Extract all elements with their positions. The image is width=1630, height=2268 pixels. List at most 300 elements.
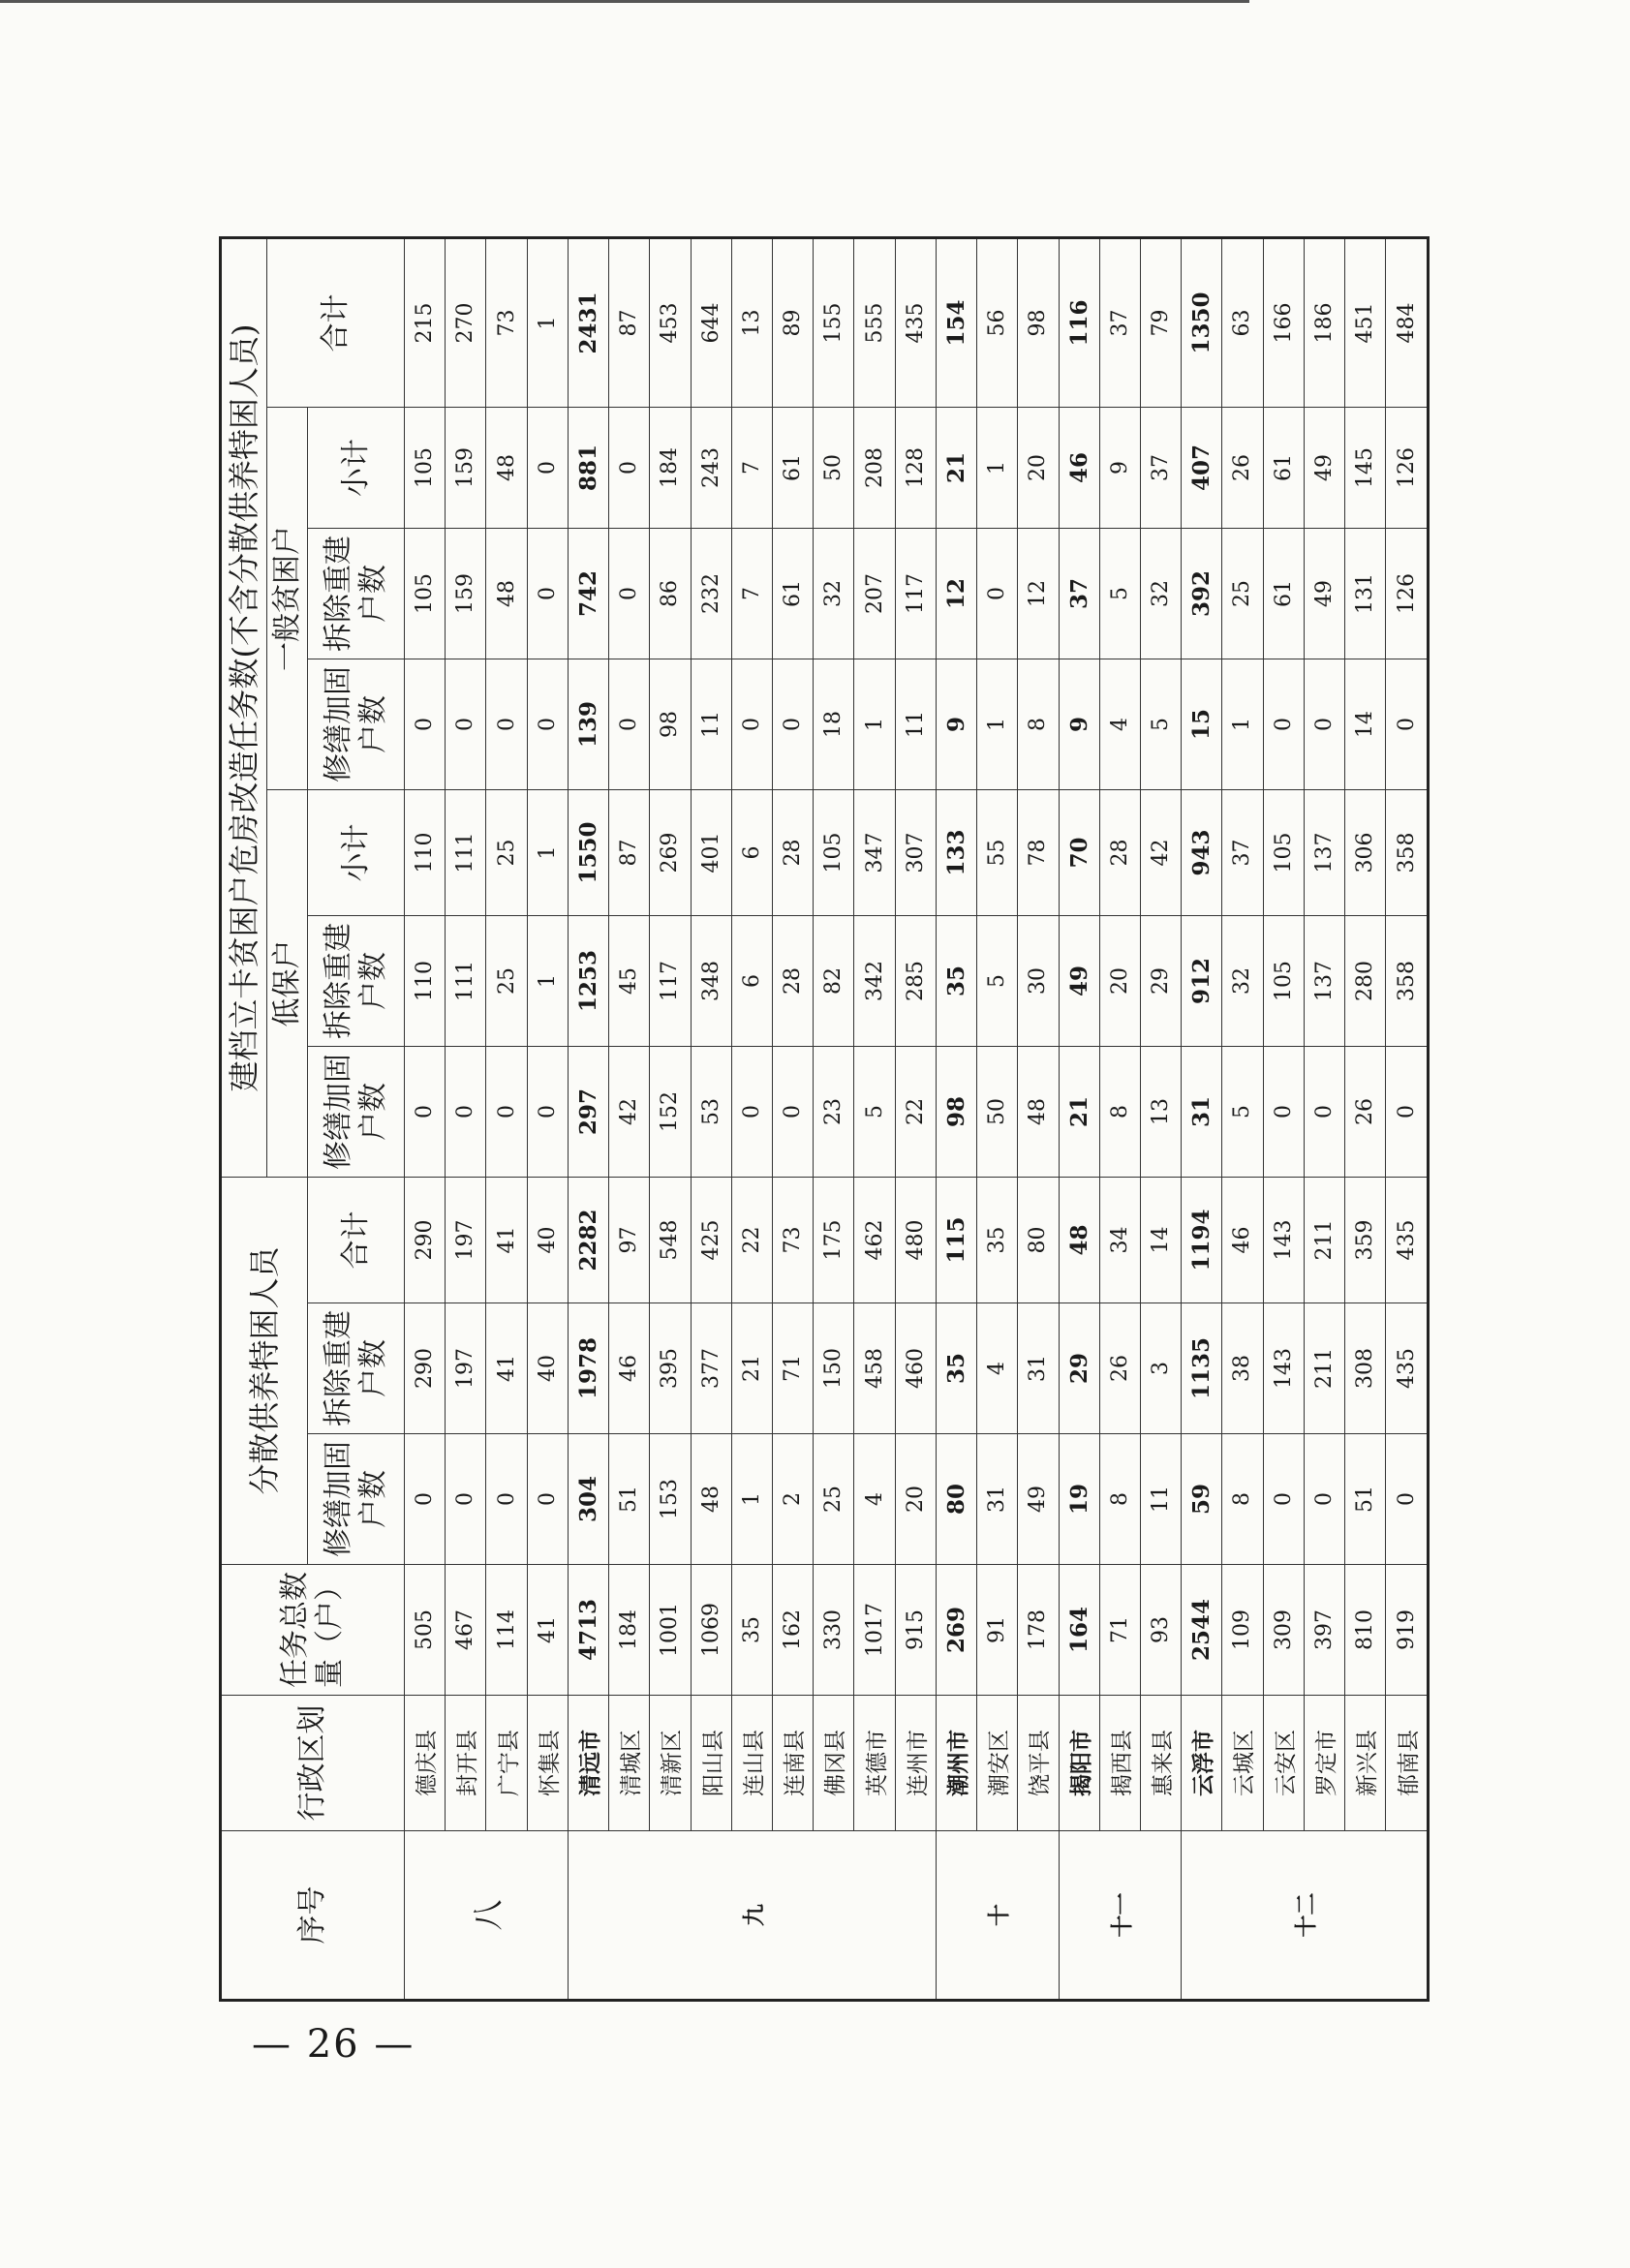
value-cell: 21 bbox=[936, 408, 976, 529]
value-cell: 0 bbox=[446, 1434, 486, 1565]
value-cell: 1194 bbox=[1182, 1178, 1222, 1303]
value-cell: 243 bbox=[691, 408, 731, 529]
value-cell: 460 bbox=[895, 1303, 936, 1434]
value-cell: 269 bbox=[936, 1565, 976, 1696]
value-cell: 0 bbox=[486, 659, 527, 790]
table-row bbox=[1222, 237, 1263, 2000]
header-general-poor: 一般贫困户 bbox=[267, 408, 308, 790]
value-cell: 145 bbox=[1345, 408, 1386, 529]
value-cell: 306 bbox=[1345, 790, 1386, 916]
value-cell: 1 bbox=[527, 916, 568, 1047]
value-cell: 51 bbox=[609, 1434, 650, 1565]
value-cell: 1350 bbox=[1182, 237, 1222, 407]
table-row bbox=[1018, 237, 1059, 2000]
value-cell: 285 bbox=[895, 916, 936, 1047]
value-cell: 555 bbox=[854, 237, 895, 407]
table-row bbox=[691, 237, 731, 2000]
value-cell: 153 bbox=[650, 1434, 691, 1565]
value-cell: 358 bbox=[1386, 790, 1429, 916]
value-cell: 4 bbox=[1099, 659, 1140, 790]
value-cell: 21 bbox=[731, 1303, 772, 1434]
value-cell: 50 bbox=[977, 1047, 1018, 1178]
value-cell: 347 bbox=[854, 790, 895, 916]
region-cell: 揭阳市 bbox=[1059, 1696, 1099, 1831]
value-cell: 117 bbox=[650, 916, 691, 1047]
region-cell: 连州市 bbox=[895, 1696, 936, 1831]
value-cell: 377 bbox=[691, 1303, 731, 1434]
value-cell: 435 bbox=[1386, 1303, 1429, 1434]
value-cell: 31 bbox=[1018, 1303, 1059, 1434]
region-cell: 德庆县 bbox=[405, 1696, 446, 1831]
value-cell: 919 bbox=[1386, 1565, 1429, 1696]
value-cell: 0 bbox=[486, 1047, 527, 1178]
value-cell: 126 bbox=[1386, 529, 1429, 659]
value-cell: 26 bbox=[1099, 1303, 1140, 1434]
value-cell: 137 bbox=[1304, 790, 1344, 916]
value-cell: 11 bbox=[691, 659, 731, 790]
table-row bbox=[405, 237, 446, 2000]
value-cell: 0 bbox=[609, 529, 650, 659]
value-cell: 35 bbox=[977, 1178, 1018, 1303]
table-row bbox=[1099, 237, 1140, 2000]
value-cell: 0 bbox=[1263, 1047, 1304, 1178]
value-cell: 0 bbox=[446, 1047, 486, 1178]
value-cell: 215 bbox=[405, 237, 446, 407]
value-cell: 4 bbox=[854, 1434, 895, 1565]
table-row bbox=[977, 237, 1018, 2000]
value-cell: 32 bbox=[814, 529, 854, 659]
value-cell: 139 bbox=[568, 659, 608, 790]
value-cell: 211 bbox=[1304, 1303, 1344, 1434]
value-cell: 207 bbox=[854, 529, 895, 659]
value-cell: 2544 bbox=[1182, 1565, 1222, 1696]
region-cell: 怀集县 bbox=[527, 1696, 568, 1831]
value-cell: 9 bbox=[936, 659, 976, 790]
table-row bbox=[854, 237, 895, 2000]
value-cell: 5 bbox=[1099, 529, 1140, 659]
value-cell: 5 bbox=[1140, 659, 1181, 790]
region-cell: 云安区 bbox=[1263, 1696, 1304, 1831]
value-cell: 105 bbox=[405, 408, 446, 529]
value-cell: 1 bbox=[1222, 659, 1263, 790]
value-cell: 152 bbox=[650, 1047, 691, 1178]
value-cell: 359 bbox=[1345, 1178, 1386, 1303]
header-group-b: 建档立卡贫困户危房改造任务数(不含分散供养特困人员) bbox=[221, 237, 267, 1177]
value-cell: 40 bbox=[527, 1303, 568, 1434]
value-cell: 20 bbox=[1018, 408, 1059, 529]
value-cell: 105 bbox=[814, 790, 854, 916]
value-cell: 26 bbox=[1345, 1047, 1386, 1178]
value-cell: 548 bbox=[650, 1178, 691, 1303]
table-row bbox=[1263, 237, 1304, 2000]
table-row bbox=[1059, 237, 1099, 2000]
value-cell: 644 bbox=[691, 237, 731, 407]
region-cell: 云浮市 bbox=[1182, 1696, 1222, 1831]
value-cell: 11 bbox=[1140, 1434, 1181, 1565]
value-cell: 32 bbox=[1140, 529, 1181, 659]
value-cell: 358 bbox=[1386, 916, 1429, 1047]
value-cell: 309 bbox=[1263, 1565, 1304, 1696]
value-cell: 28 bbox=[772, 790, 813, 916]
value-cell: 4713 bbox=[568, 1565, 608, 1696]
value-cell: 5 bbox=[977, 916, 1018, 1047]
value-cell: 0 bbox=[446, 659, 486, 790]
seq-cell: 八 bbox=[405, 1831, 569, 2001]
value-cell: 1550 bbox=[568, 790, 608, 916]
value-cell: 330 bbox=[814, 1565, 854, 1696]
value-cell: 162 bbox=[772, 1565, 813, 1696]
value-cell: 425 bbox=[691, 1178, 731, 1303]
value-cell: 18 bbox=[814, 659, 854, 790]
value-cell: 435 bbox=[895, 237, 936, 407]
value-cell: 131 bbox=[1345, 529, 1386, 659]
value-cell: 78 bbox=[1018, 790, 1059, 916]
seq-cell: 九 bbox=[568, 1831, 936, 2001]
table-row bbox=[731, 237, 772, 2000]
value-cell: 37 bbox=[1059, 529, 1099, 659]
value-cell: 208 bbox=[854, 408, 895, 529]
value-cell: 342 bbox=[854, 916, 895, 1047]
region-cell: 阳山县 bbox=[691, 1696, 731, 1831]
value-cell: 0 bbox=[405, 1434, 446, 1565]
value-cell: 0 bbox=[772, 659, 813, 790]
value-cell: 5 bbox=[854, 1047, 895, 1178]
value-cell: 7 bbox=[731, 529, 772, 659]
value-cell: 35 bbox=[936, 1303, 976, 1434]
table-row bbox=[1304, 237, 1344, 2000]
value-cell: 0 bbox=[527, 1047, 568, 1178]
rotated-table-container bbox=[219, 239, 1430, 2002]
value-cell: 915 bbox=[895, 1565, 936, 1696]
value-cell: 0 bbox=[731, 659, 772, 790]
value-cell: 211 bbox=[1304, 1178, 1344, 1303]
value-cell: 3 bbox=[1140, 1303, 1181, 1434]
value-cell: 98 bbox=[936, 1047, 976, 1178]
value-cell: 1 bbox=[977, 408, 1018, 529]
table-row bbox=[1140, 237, 1181, 2000]
header-seq: 序号 bbox=[221, 1831, 405, 2001]
value-cell: 37 bbox=[1099, 237, 1140, 407]
value-cell: 270 bbox=[446, 237, 486, 407]
value-cell: 505 bbox=[405, 1565, 446, 1696]
table-row bbox=[772, 237, 813, 2000]
value-cell: 1 bbox=[527, 237, 568, 407]
value-cell: 0 bbox=[609, 408, 650, 529]
value-cell: 37 bbox=[1140, 408, 1181, 529]
value-cell: 40 bbox=[527, 1178, 568, 1303]
value-cell: 70 bbox=[1059, 790, 1099, 916]
region-cell: 罗定市 bbox=[1304, 1696, 1344, 1831]
value-cell: 14 bbox=[1345, 659, 1386, 790]
value-cell: 51 bbox=[1345, 1434, 1386, 1565]
value-cell: 0 bbox=[527, 529, 568, 659]
value-cell: 20 bbox=[1099, 916, 1140, 1047]
header-dibao-rebuild: 拆除重建户数 bbox=[308, 916, 405, 1047]
page-number: — 26 — bbox=[252, 2022, 415, 2067]
value-cell: 13 bbox=[731, 237, 772, 407]
value-cell: 462 bbox=[854, 1178, 895, 1303]
value-cell: 61 bbox=[1263, 529, 1304, 659]
value-cell: 80 bbox=[936, 1434, 976, 1565]
value-cell: 155 bbox=[814, 237, 854, 407]
table-row bbox=[1386, 237, 1429, 2000]
value-cell: 458 bbox=[854, 1303, 895, 1434]
value-cell: 1978 bbox=[568, 1303, 608, 1434]
value-cell: 111 bbox=[446, 790, 486, 916]
value-cell: 110 bbox=[405, 790, 446, 916]
value-cell: 348 bbox=[691, 916, 731, 1047]
table-header bbox=[221, 237, 405, 2000]
table-body bbox=[405, 237, 1429, 2000]
value-cell: 480 bbox=[895, 1178, 936, 1303]
header-general-subtotal: 小计 bbox=[308, 408, 405, 529]
value-cell: 42 bbox=[1140, 790, 1181, 916]
value-cell: 25 bbox=[814, 1434, 854, 1565]
value-cell: 307 bbox=[895, 790, 936, 916]
value-cell: 89 bbox=[772, 237, 813, 407]
value-cell: 46 bbox=[1059, 408, 1099, 529]
header-dibao-repair: 修缮加固户数 bbox=[308, 1047, 405, 1178]
value-cell: 97 bbox=[609, 1178, 650, 1303]
value-cell: 1001 bbox=[650, 1565, 691, 1696]
value-cell: 126 bbox=[1386, 408, 1429, 529]
value-cell: 0 bbox=[1304, 659, 1344, 790]
value-cell: 184 bbox=[650, 408, 691, 529]
value-cell: 0 bbox=[1304, 1434, 1344, 1565]
table-row bbox=[895, 237, 936, 2000]
value-cell: 484 bbox=[1386, 237, 1429, 407]
value-cell: 12 bbox=[1018, 529, 1059, 659]
value-cell: 110 bbox=[405, 916, 446, 1047]
value-cell: 48 bbox=[1018, 1047, 1059, 1178]
value-cell: 48 bbox=[486, 529, 527, 659]
value-cell: 5 bbox=[1222, 1047, 1263, 1178]
value-cell: 42 bbox=[609, 1047, 650, 1178]
value-cell: 159 bbox=[446, 529, 486, 659]
value-cell: 8 bbox=[1222, 1434, 1263, 1565]
value-cell: 48 bbox=[486, 408, 527, 529]
value-cell: 1253 bbox=[568, 916, 608, 1047]
value-cell: 0 bbox=[731, 1047, 772, 1178]
value-cell: 105 bbox=[405, 529, 446, 659]
value-cell: 1 bbox=[977, 659, 1018, 790]
value-cell: 9 bbox=[1059, 659, 1099, 790]
value-cell: 175 bbox=[814, 1178, 854, 1303]
value-cell: 290 bbox=[405, 1178, 446, 1303]
value-cell: 91 bbox=[977, 1565, 1018, 1696]
value-cell: 943 bbox=[1182, 790, 1222, 916]
value-cell: 31 bbox=[977, 1434, 1018, 1565]
value-cell: 159 bbox=[446, 408, 486, 529]
value-cell: 186 bbox=[1304, 237, 1344, 407]
value-cell: 164 bbox=[1059, 1565, 1099, 1696]
value-cell: 63 bbox=[1222, 237, 1263, 407]
region-cell: 潮安区 bbox=[977, 1696, 1018, 1831]
value-cell: 304 bbox=[568, 1434, 608, 1565]
table-row bbox=[527, 237, 568, 2000]
value-cell: 8 bbox=[1099, 1434, 1140, 1565]
value-cell: 6 bbox=[731, 916, 772, 1047]
value-cell: 29 bbox=[1059, 1303, 1099, 1434]
value-cell: 143 bbox=[1263, 1178, 1304, 1303]
value-cell: 0 bbox=[527, 408, 568, 529]
value-cell: 178 bbox=[1018, 1565, 1059, 1696]
header-a-sum: 合计 bbox=[308, 1178, 405, 1303]
region-cell: 连南县 bbox=[772, 1696, 813, 1831]
value-cell: 32 bbox=[1222, 916, 1263, 1047]
header-dibao: 低保户 bbox=[267, 790, 308, 1178]
value-cell: 29 bbox=[1140, 916, 1181, 1047]
value-cell: 114 bbox=[486, 1565, 527, 1696]
value-cell: 22 bbox=[895, 1047, 936, 1178]
value-cell: 49 bbox=[1304, 408, 1344, 529]
region-cell: 云城区 bbox=[1222, 1696, 1263, 1831]
value-cell: 1135 bbox=[1182, 1303, 1222, 1434]
region-cell: 潮州市 bbox=[936, 1696, 976, 1831]
value-cell: 0 bbox=[486, 1434, 527, 1565]
value-cell: 392 bbox=[1182, 529, 1222, 659]
value-cell: 61 bbox=[772, 408, 813, 529]
value-cell: 87 bbox=[609, 237, 650, 407]
value-cell: 53 bbox=[691, 1047, 731, 1178]
value-cell: 26 bbox=[1222, 408, 1263, 529]
value-cell: 82 bbox=[814, 916, 854, 1047]
header-group-a: 分散供养特困人员 bbox=[221, 1178, 308, 1565]
table-row bbox=[609, 237, 650, 2000]
seq-cell: 十 bbox=[936, 1831, 1059, 2001]
value-cell: 6 bbox=[731, 790, 772, 916]
value-cell: 98 bbox=[650, 659, 691, 790]
value-cell: 1 bbox=[731, 1434, 772, 1565]
table-row bbox=[650, 237, 691, 2000]
value-cell: 46 bbox=[609, 1303, 650, 1434]
value-cell: 0 bbox=[1304, 1047, 1344, 1178]
value-cell: 22 bbox=[731, 1178, 772, 1303]
value-cell: 2 bbox=[772, 1434, 813, 1565]
value-cell: 14 bbox=[1140, 1178, 1181, 1303]
value-cell: 297 bbox=[568, 1047, 608, 1178]
value-cell: 87 bbox=[609, 790, 650, 916]
region-cell: 郁南县 bbox=[1386, 1696, 1429, 1831]
header-a-rebuild: 拆除重建户数 bbox=[308, 1303, 405, 1434]
value-cell: 93 bbox=[1140, 1565, 1181, 1696]
table-row bbox=[446, 237, 486, 2000]
value-cell: 35 bbox=[936, 916, 976, 1047]
value-cell: 143 bbox=[1263, 1303, 1304, 1434]
value-cell: 2431 bbox=[568, 237, 608, 407]
value-cell: 25 bbox=[1222, 529, 1263, 659]
value-cell: 19 bbox=[1059, 1434, 1099, 1565]
value-cell: 4 bbox=[977, 1303, 1018, 1434]
region-cell: 新兴县 bbox=[1345, 1696, 1386, 1831]
value-cell: 86 bbox=[650, 529, 691, 659]
value-cell: 109 bbox=[1222, 1565, 1263, 1696]
region-cell: 清远市 bbox=[568, 1696, 608, 1831]
value-cell: 290 bbox=[405, 1303, 446, 1434]
value-cell: 0 bbox=[1386, 659, 1429, 790]
value-cell: 23 bbox=[814, 1047, 854, 1178]
seq-cell: 十一 bbox=[1059, 1831, 1182, 2001]
value-cell: 98 bbox=[1018, 237, 1059, 407]
value-cell: 0 bbox=[527, 659, 568, 790]
value-cell: 0 bbox=[1386, 1047, 1429, 1178]
value-cell: 41 bbox=[527, 1565, 568, 1696]
value-cell: 0 bbox=[405, 659, 446, 790]
value-cell: 20 bbox=[895, 1434, 936, 1565]
value-cell: 197 bbox=[446, 1303, 486, 1434]
region-cell: 清城区 bbox=[609, 1696, 650, 1831]
value-cell: 1069 bbox=[691, 1565, 731, 1696]
value-cell: 73 bbox=[772, 1178, 813, 1303]
value-cell: 59 bbox=[1182, 1434, 1222, 1565]
header-b-sum: 合计 bbox=[267, 237, 405, 407]
value-cell: 453 bbox=[650, 237, 691, 407]
value-cell: 48 bbox=[691, 1434, 731, 1565]
value-cell: 12 bbox=[936, 529, 976, 659]
value-cell: 71 bbox=[772, 1303, 813, 1434]
value-cell: 150 bbox=[814, 1303, 854, 1434]
value-cell: 105 bbox=[1263, 916, 1304, 1047]
value-cell: 407 bbox=[1182, 408, 1222, 529]
value-cell: 48 bbox=[1059, 1178, 1099, 1303]
value-cell: 61 bbox=[772, 529, 813, 659]
table-row bbox=[486, 237, 527, 2000]
region-cell: 封开县 bbox=[446, 1696, 486, 1831]
value-cell: 34 bbox=[1099, 1178, 1140, 1303]
value-cell: 166 bbox=[1263, 237, 1304, 407]
value-cell: 49 bbox=[1304, 529, 1344, 659]
value-cell: 0 bbox=[1263, 1434, 1304, 1565]
table-row bbox=[814, 237, 854, 2000]
value-cell: 0 bbox=[609, 659, 650, 790]
value-cell: 28 bbox=[1099, 790, 1140, 916]
value-cell: 13 bbox=[1140, 1047, 1181, 1178]
table-row bbox=[936, 237, 976, 2000]
value-cell: 21 bbox=[1059, 1047, 1099, 1178]
value-cell: 31 bbox=[1182, 1047, 1222, 1178]
region-cell: 饶平县 bbox=[1018, 1696, 1059, 1831]
value-cell: 25 bbox=[486, 916, 527, 1047]
header-general-repair: 修缮加固户数 bbox=[308, 659, 405, 790]
value-cell: 80 bbox=[1018, 1178, 1059, 1303]
header-general-rebuild: 拆除重建户数 bbox=[308, 529, 405, 659]
table-row bbox=[1182, 237, 1222, 2000]
value-cell: 1 bbox=[527, 790, 568, 916]
value-cell: 79 bbox=[1140, 237, 1181, 407]
value-cell: 280 bbox=[1345, 916, 1386, 1047]
value-cell: 46 bbox=[1222, 1178, 1263, 1303]
value-cell: 45 bbox=[609, 916, 650, 1047]
value-cell: 0 bbox=[405, 1047, 446, 1178]
value-cell: 117 bbox=[895, 529, 936, 659]
value-cell: 269 bbox=[650, 790, 691, 916]
value-cell: 742 bbox=[568, 529, 608, 659]
value-cell: 395 bbox=[650, 1303, 691, 1434]
header-a-repair: 修缮加固户数 bbox=[308, 1434, 405, 1565]
value-cell: 15 bbox=[1182, 659, 1222, 790]
value-cell: 197 bbox=[446, 1178, 486, 1303]
value-cell: 401 bbox=[691, 790, 731, 916]
value-cell: 41 bbox=[486, 1178, 527, 1303]
value-cell: 30 bbox=[1018, 916, 1059, 1047]
region-cell: 英德市 bbox=[854, 1696, 895, 1831]
region-cell: 清新区 bbox=[650, 1696, 691, 1831]
value-cell: 9 bbox=[1099, 408, 1140, 529]
seq-cell: 十二 bbox=[1182, 1831, 1429, 2001]
table-row bbox=[1345, 237, 1386, 2000]
value-cell: 8 bbox=[1018, 659, 1059, 790]
value-cell: 0 bbox=[772, 1047, 813, 1178]
